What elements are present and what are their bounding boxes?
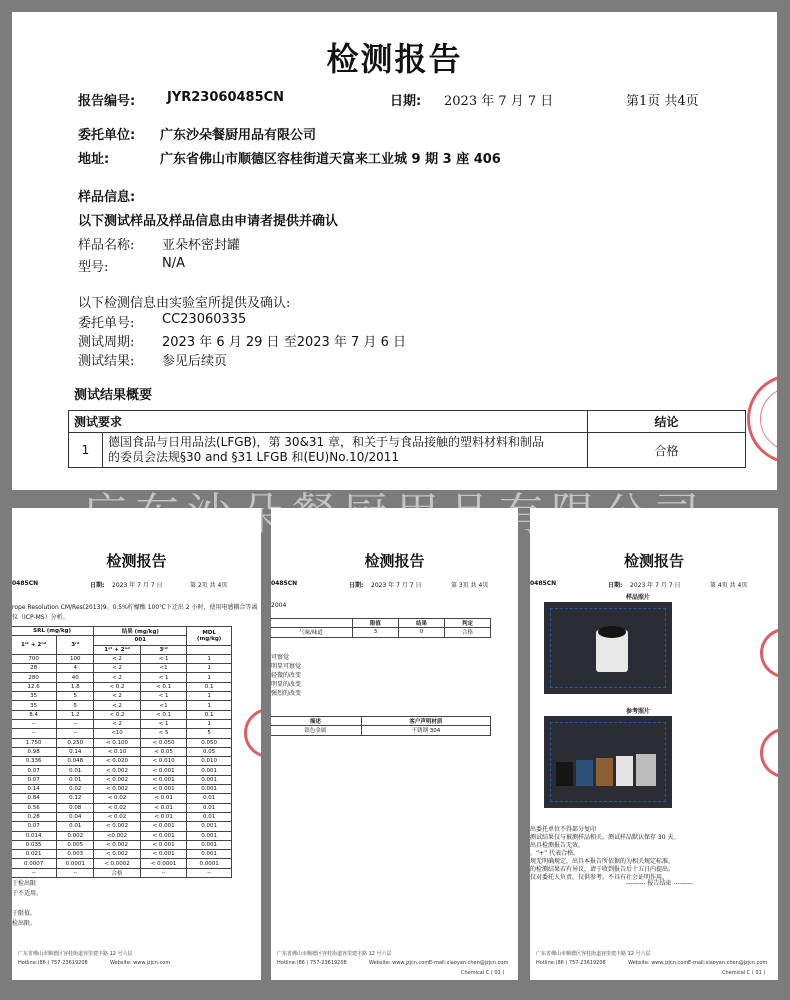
page2-col-srl: SRL (mg/kg) xyxy=(12,627,94,636)
table-cell: -- xyxy=(12,729,57,738)
table-cell: 1.750 xyxy=(12,738,57,747)
table-cell: < 2 xyxy=(94,673,141,682)
table-cell: < 0.001 xyxy=(140,775,187,784)
page2-sub-12: 1ˢᵗ + 2ⁿᵈ xyxy=(12,636,57,655)
page4-date: 2023 年 7 月 7 日 xyxy=(630,582,681,589)
table-cell: 5 xyxy=(187,729,232,738)
table-cell: <0.002 xyxy=(94,831,141,840)
table-cell: 0.56 xyxy=(12,803,57,812)
test-result: 参见后续页 xyxy=(162,354,228,369)
table-row xyxy=(12,831,232,840)
table-cell: 1 xyxy=(187,664,232,673)
table-cell: < 0.0002 xyxy=(94,859,141,868)
table-cell: 0.05 xyxy=(187,747,232,756)
note-line: 检出限。 xyxy=(12,920,37,927)
table-cell: 0.021 xyxy=(12,850,57,859)
table-cell: 0.01 xyxy=(57,766,94,775)
table-cell: 0.014 xyxy=(12,831,57,840)
page3-t1-h1: 限值 xyxy=(352,619,398,628)
table-cell: < 0.002 xyxy=(94,822,141,831)
page3-report-no: 0485CN xyxy=(271,580,298,587)
company-seal xyxy=(747,374,777,464)
note-line: 轻微的改变 xyxy=(271,672,302,679)
table-cell: < 1 xyxy=(140,719,187,728)
summary-row-no: 1 xyxy=(69,433,103,468)
table-row xyxy=(12,729,232,738)
table-cell: 0.0001 xyxy=(187,859,232,868)
table-cell: < 0.01 xyxy=(140,812,187,821)
page4-footer-hotline: Hotline:(86 ) 757-23619208 xyxy=(536,960,606,966)
table-cell: 0.005 xyxy=(57,840,94,849)
table-cell: < 0.01 xyxy=(140,803,187,812)
table-cell: 0.14 xyxy=(12,785,57,794)
jar-2 xyxy=(576,760,593,786)
table-cell: -- xyxy=(57,729,94,738)
table-cell: 0.0007 xyxy=(12,859,57,868)
table-cell: 0.035 xyxy=(12,840,57,849)
table-row xyxy=(12,673,232,682)
note-line: 于不适用。 xyxy=(12,890,43,897)
page3-title: 检测报告 xyxy=(364,552,425,570)
cup-opening xyxy=(598,626,626,638)
table-row xyxy=(12,812,232,821)
note-line: 出具检测报告无效。 xyxy=(530,842,585,849)
sample-name-label: 样品名称: xyxy=(78,238,135,253)
table-row xyxy=(12,664,232,673)
table-cell: 0.01 xyxy=(57,775,94,784)
page3-footer-address: 广东省佛山市顺德区容桂街道容里建丰路 12 号六层 xyxy=(277,951,392,957)
table-cell: < 0.001 xyxy=(140,831,187,840)
page3-t1-h0 xyxy=(271,619,352,628)
page2-col-result: 结果 (mg/kg) xyxy=(94,627,187,636)
table-cell: < 0.002 xyxy=(94,840,141,849)
page4-date-label: 日期: xyxy=(608,582,623,589)
table-cell: 0.010 xyxy=(187,757,232,766)
table-cell: < 0.020 xyxy=(94,757,141,766)
table-cell: <1 xyxy=(140,701,187,710)
page4-seal-2 xyxy=(760,728,778,778)
page2-col-mdl-text: MDL xyxy=(202,629,216,636)
table-cell: < 0.01 xyxy=(140,794,187,803)
table-cell: < 0.02 xyxy=(94,812,141,821)
table-row xyxy=(12,747,232,756)
table-cell: 0.04 xyxy=(57,812,94,821)
table-cell: 0.250 xyxy=(57,738,94,747)
note-line: 于限值。 xyxy=(12,910,37,917)
page3-t2-h1: 客户声明材质 xyxy=(361,717,490,726)
page2-date: 2023 年 7 月 7 日 xyxy=(112,582,163,589)
jar-5 xyxy=(636,754,656,786)
report-page-2 xyxy=(12,508,261,980)
page2-sub-3b: 3ʳᵈ xyxy=(140,645,187,654)
table-row xyxy=(12,803,232,812)
period-label: 测试周期: xyxy=(78,335,135,350)
table-cell: < 0.050 xyxy=(140,738,187,747)
table-cell: 1.2 xyxy=(57,710,94,719)
table-cell: 0.001 xyxy=(187,785,232,794)
table-cell: 5 xyxy=(57,692,94,701)
table-cell: 28 xyxy=(12,664,57,673)
table-cell: -- xyxy=(12,719,57,728)
table-cell: < 0.0001 xyxy=(140,859,187,868)
page4-end: --------- 报告结束 --------- xyxy=(626,880,693,887)
table-cell: < 1 xyxy=(140,654,187,663)
table-cell: 0.001 xyxy=(187,775,232,784)
note-line: 仅对委托人负责，仅供参考。不具有社会证明作用。 xyxy=(530,874,669,881)
page3-t1-h2: 结果 xyxy=(398,619,444,628)
note-line: 于检出限 xyxy=(12,880,37,887)
table-cell: 0.001 xyxy=(187,766,232,775)
table-cell: < 0.1 xyxy=(140,682,187,691)
page2-results-table xyxy=(12,626,232,878)
note-line: 规无明确规定，出具本报告所依据的为相关规定标准。 xyxy=(530,858,675,865)
page3-standard: 2004 xyxy=(271,602,287,609)
table-row xyxy=(12,719,232,728)
page-info: 第1页 共4页 xyxy=(626,94,699,109)
report-page-1 xyxy=(12,12,777,490)
note-line: 出委托单位不得部分复印 xyxy=(530,826,597,833)
summary-title: 测试结果概要 xyxy=(74,388,153,403)
note-line: 强烈的改变 xyxy=(271,690,302,697)
table-cell: 280 xyxy=(12,673,57,682)
page2-footer-website: Website: www.jzjcn.com xyxy=(110,960,171,966)
page2-seal xyxy=(244,708,261,758)
page3-footer-code: Chemical C ( 01 ) xyxy=(461,970,505,976)
test-period: 2023 年 6 月 29 日 至2023 年 7 月 6 日 xyxy=(162,335,406,350)
table-cell: 35 xyxy=(12,692,57,701)
page2-sub-blank xyxy=(187,645,232,654)
table-row xyxy=(12,738,232,747)
sample-info-note: 以下测试样品及样品信息由申请者提供并确认 xyxy=(78,214,339,229)
table-cell: <10 xyxy=(94,729,141,738)
table-cell: <1 xyxy=(140,664,187,673)
model-value: N/A xyxy=(162,256,185,271)
page4-report-no: 0485CN xyxy=(530,580,557,587)
table-cell: < 0.001 xyxy=(140,766,187,775)
table-cell: 0.07 xyxy=(12,766,57,775)
page2-col-mdl-unit: (mg/kg) xyxy=(197,635,222,642)
table-row xyxy=(12,654,232,663)
table-cell: < 1 xyxy=(140,692,187,701)
page2-title: 检测报告 xyxy=(106,552,167,570)
page2-footer-address: 广东省佛山市顺德区容桂街道容里建丰路 12 号六层 xyxy=(18,951,133,957)
note-line: 可察觉 xyxy=(271,654,290,661)
table-row xyxy=(12,757,232,766)
table-cell: 1 xyxy=(187,719,232,728)
table-cell: < 2 xyxy=(94,654,141,663)
note-line: 明显的改变 xyxy=(271,681,302,688)
note-line: ，“+” 代表合格。 xyxy=(530,850,580,857)
page2-col-mdl xyxy=(187,627,232,646)
table-cell: 1 xyxy=(187,673,232,682)
summary-req-line-2: 的委员会法规§30 and §31 LFGB 和(EU)No.10/2011 xyxy=(108,450,399,464)
page3-odour-table xyxy=(271,618,491,638)
table-cell: 0.28 xyxy=(12,812,57,821)
table-cell: < 0.001 xyxy=(140,840,187,849)
model-label: 型号: xyxy=(78,260,109,275)
table-cell: 35 xyxy=(12,701,57,710)
page4-footer-address: 广东省佛山市顺德区容桂街道容里建丰路 12 号六层 xyxy=(536,951,651,957)
page4-seal-1 xyxy=(760,628,778,678)
report-title: 检测报告 xyxy=(326,40,463,78)
table-cell: 0.003 xyxy=(57,850,94,859)
table-row xyxy=(12,868,232,877)
table-cell: 700 xyxy=(12,654,57,663)
table-cell: 0.001 xyxy=(187,822,232,831)
table-cell: -- xyxy=(12,868,57,877)
table-cell: < 0.2 xyxy=(94,682,141,691)
page3-t1-h3: 判定 xyxy=(444,619,490,628)
client-name: 广东沙朵餐厨用品有限公司 xyxy=(160,128,317,143)
page2-sub-001: 001 xyxy=(94,636,187,645)
page3-material-table xyxy=(271,716,491,736)
table-cell: 4 xyxy=(57,664,94,673)
table-cell: < 0.2 xyxy=(94,710,141,719)
page3-t1-c2: 0 xyxy=(398,628,444,637)
table-row xyxy=(12,859,232,868)
page2-page-no: 第 2页 共 4页 xyxy=(190,582,228,589)
note-line: 明显可察觉 xyxy=(271,663,302,670)
table-row xyxy=(12,850,232,859)
summary-table xyxy=(68,410,746,468)
table-row xyxy=(12,822,232,831)
table-cell: < 0.001 xyxy=(140,822,187,831)
page4-title: 检测报告 xyxy=(623,552,684,570)
table-cell: 1 xyxy=(187,701,232,710)
table-cell: < 0.001 xyxy=(140,850,187,859)
summary-row-requirement xyxy=(103,433,588,468)
page4-photo1-title: 样品照片 xyxy=(626,594,651,601)
table-cell: < 0.100 xyxy=(94,738,141,747)
summary-row xyxy=(69,433,746,468)
table-cell: 0.048 xyxy=(57,757,94,766)
report-no-label: 报告编号: xyxy=(78,94,136,109)
report-page-3 xyxy=(271,508,518,980)
note-line: 的检测结果若有异议，请于收到报告后十五日内提出。 xyxy=(530,866,675,873)
table-cell: < 1 xyxy=(140,673,187,682)
table-cell: 0.01 xyxy=(187,803,232,812)
table-cell: 0.001 xyxy=(187,850,232,859)
summary-header-row xyxy=(69,411,746,433)
table-cell: 0.050 xyxy=(187,738,232,747)
table-cell: 0.08 xyxy=(57,803,94,812)
table-cell: 1 xyxy=(187,692,232,701)
table-cell: 5 xyxy=(57,701,94,710)
table-cell: < 0.002 xyxy=(94,766,141,775)
table-cell: 0.12 xyxy=(57,794,94,803)
table-cell: 0.14 xyxy=(57,747,94,756)
summary-req-line-1: 德国食品与日用品法(LFGB)，第 30&31 章，和关于与食品接触的塑料材料和制品 xyxy=(108,435,545,449)
table-cell: 0.84 xyxy=(12,794,57,803)
table-cell: < 0.1 xyxy=(140,710,187,719)
table-cell: < 0.001 xyxy=(140,785,187,794)
jar-3 xyxy=(596,758,613,786)
table-cell: 0.002 xyxy=(57,831,94,840)
table-cell: 0.001 xyxy=(187,840,232,849)
table-cell: < 2 xyxy=(94,664,141,673)
table-cell: < 0.002 xyxy=(94,785,141,794)
table-cell: 100 xyxy=(57,654,94,663)
table-cell: 0.001 xyxy=(187,831,232,840)
table-cell: 1.8 xyxy=(57,682,94,691)
table-cell: < 0.010 xyxy=(140,757,187,766)
page3-footer-email: E-mail:xiaoyan.chen@jzjcn.com xyxy=(429,960,509,966)
lab-note: 以下检测信息由实验室所提供及确认: xyxy=(78,296,291,311)
table-cell: -- xyxy=(57,868,94,877)
table-cell: 8.4 xyxy=(12,710,57,719)
page2-method-line-1: rope Resolution CM/Res(2013)9。0.5%柠檬酸 100℃下迁出 2 小时，使用电感耦合等离 xyxy=(12,604,258,611)
note-line: 测试结果仅与被测样品相关。测试样品默认保存 30 天。 xyxy=(530,834,680,841)
result-label: 测试结果: xyxy=(78,354,135,369)
table-cell: 0.01 xyxy=(57,822,94,831)
report-no: JYR23060485CN xyxy=(167,90,285,105)
page4-end-text: 报告结束 xyxy=(647,880,672,887)
table-cell: 0.07 xyxy=(12,822,57,831)
page2-footer-hotline: Hotline:(86 ) 757-23619208 xyxy=(18,960,88,966)
table-cell: 0.1 xyxy=(187,682,232,691)
page2-sub-3: 3ʳᵈ xyxy=(57,636,94,655)
date-label: 日期: xyxy=(390,94,422,109)
page3-date: 2023 年 7 月 7 日 xyxy=(371,582,422,589)
page4-footer-website: Website: www.jzjcn.com xyxy=(628,960,689,966)
page3-footer-hotline: Hotline:(86 ) 757-23619208 xyxy=(277,960,347,966)
table-row xyxy=(12,710,232,719)
table-row xyxy=(12,785,232,794)
table-cell: -- xyxy=(140,868,187,877)
sample-name: 亚朵杯密封罐 xyxy=(162,238,241,253)
table-cell: 0.0001 xyxy=(57,859,94,868)
page2-sub-12b: 1ˢᵗ + 2ⁿᵈ xyxy=(94,645,141,654)
sample-info-title: 样品信息: xyxy=(78,190,136,205)
page3-t2-c1: 不锈钢 304 xyxy=(361,726,490,735)
page4-footer-email: E-mail:xiaoyan.chen@jzjcn.com xyxy=(688,960,768,966)
table-cell: < 0.05 xyxy=(140,747,187,756)
table-cell: < 2 xyxy=(94,701,141,710)
seal-inner-ring xyxy=(760,387,777,451)
table-row xyxy=(12,794,232,803)
table-cell: 0.07 xyxy=(12,775,57,784)
table-cell: -- xyxy=(57,719,94,728)
report-date: 2023 年 7 月 7 日 xyxy=(444,94,554,109)
table-row xyxy=(12,766,232,775)
address-label: 地址: xyxy=(78,152,110,167)
page3-page-no: 第 3页 共 4页 xyxy=(451,582,489,589)
summary-header-conclusion: 结论 xyxy=(588,411,746,433)
page3-date-label: 日期: xyxy=(349,582,364,589)
page3-t1-c1: 3 xyxy=(352,628,398,637)
page4-photo2-title: 参考照片 xyxy=(626,708,651,715)
page3-t1-c0: 气味/味道 xyxy=(271,628,352,637)
order-label: 委托单号: xyxy=(78,316,135,331)
page2-method-line-2: 仪（ICP-MS）分析。 xyxy=(12,614,69,621)
table-row xyxy=(12,775,232,784)
sample-photo xyxy=(544,602,672,694)
jar-4 xyxy=(616,756,633,786)
table-cell: 合格 xyxy=(94,868,141,877)
table-cell: 40 xyxy=(57,673,94,682)
table-cell: 1 xyxy=(187,654,232,663)
table-row xyxy=(12,692,232,701)
client-address: 广东省佛山市顺德区容桂街道天富来工业城 9 期 3 座 406 xyxy=(160,152,501,167)
page2-date-label: 日期: xyxy=(90,582,105,589)
table-cell: < 0.10 xyxy=(94,747,141,756)
page3-t2-c0: 银色金属 xyxy=(271,726,361,735)
table-cell: 0.1 xyxy=(187,710,232,719)
report-page-4 xyxy=(530,508,778,980)
table-cell: -- xyxy=(187,868,232,877)
table-cell: < 0.002 xyxy=(94,775,141,784)
table-cell: 12.6 xyxy=(12,682,57,691)
table-cell: < 0.02 xyxy=(94,794,141,803)
summary-header-requirement: 测试要求 xyxy=(69,411,588,433)
page3-t1-c3: 合格 xyxy=(444,628,490,637)
page4-page-no: 第 4页 共 4页 xyxy=(710,582,748,589)
table-row xyxy=(12,682,232,691)
table-cell: 0.98 xyxy=(12,747,57,756)
order-number: CC23060335 xyxy=(162,312,247,327)
table-cell: < 2 xyxy=(94,692,141,701)
page3-t2-h0: 描述 xyxy=(271,717,361,726)
table-cell: < 2 xyxy=(94,719,141,728)
table-cell: 0.01 xyxy=(187,812,232,821)
page2-report-no: 0485CN xyxy=(12,580,39,587)
table-cell: 0.336 xyxy=(12,757,57,766)
page3-footer-website: Website: www.jzjcn.com xyxy=(369,960,430,966)
jar-1 xyxy=(556,762,573,786)
table-row xyxy=(12,840,232,849)
table-cell: 0.02 xyxy=(57,785,94,794)
table-cell: < 0.02 xyxy=(94,803,141,812)
page4-footer-code: Chemical C ( 01 ) xyxy=(722,970,766,976)
table-cell: 0.01 xyxy=(187,794,232,803)
reference-photo xyxy=(544,716,672,808)
client-label: 委托单位: xyxy=(78,128,136,143)
table-cell: < 5 xyxy=(140,729,187,738)
table-row xyxy=(12,701,232,710)
table-cell: < 0.002 xyxy=(94,850,141,859)
summary-row-conclusion: 合格 xyxy=(588,433,746,468)
